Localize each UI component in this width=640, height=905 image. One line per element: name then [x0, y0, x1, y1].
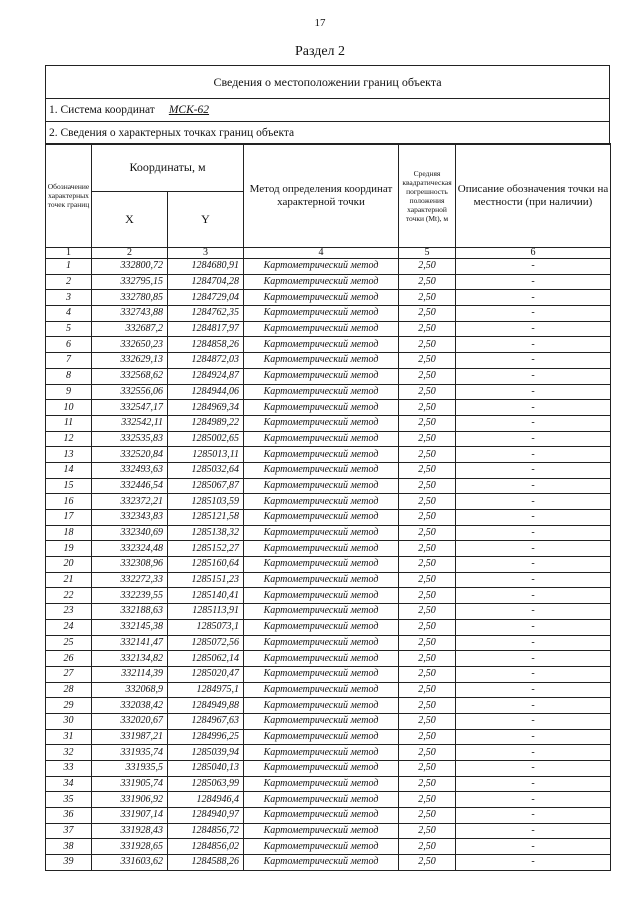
point-number: 29 [46, 698, 92, 714]
y-coordinate: 1284704,28 [168, 274, 244, 290]
description-cell: - [456, 478, 611, 494]
description-cell: - [456, 525, 611, 541]
method-cell: Картометрический метод [244, 604, 399, 620]
x-coordinate: 332535,83 [92, 431, 168, 447]
method-cell: Картометрический метод [244, 713, 399, 729]
y-coordinate: 1285140,41 [168, 588, 244, 604]
error-cell: 2,50 [399, 525, 456, 541]
y-coordinate: 1284762,35 [168, 306, 244, 322]
table-row [46, 274, 611, 290]
description-cell: - [456, 682, 611, 698]
point-number: 13 [46, 447, 92, 463]
y-coordinate: 1284924,87 [168, 368, 244, 384]
point-number: 37 [46, 823, 92, 839]
point-number: 2 [46, 274, 92, 290]
x-coordinate: 332324,48 [92, 541, 168, 557]
x-coordinate: 332520,84 [92, 447, 168, 463]
method-cell: Картометрический метод [244, 462, 399, 478]
table-row [46, 619, 611, 635]
point-number: 31 [46, 729, 92, 745]
table-row [46, 792, 611, 808]
point-number: 14 [46, 462, 92, 478]
description-cell: - [456, 651, 611, 667]
error-cell: 2,50 [399, 431, 456, 447]
error-cell: 2,50 [399, 588, 456, 604]
table-row [46, 557, 611, 573]
point-number: 11 [46, 415, 92, 431]
coordinate-system-row [46, 99, 609, 122]
description-cell: - [456, 572, 611, 588]
description-cell: - [456, 510, 611, 526]
column-number: 6 [456, 248, 611, 259]
table-row [46, 651, 611, 667]
x-coordinate: 331906,92 [92, 792, 168, 808]
point-number: 4 [46, 306, 92, 322]
description-cell: - [456, 761, 611, 777]
point-number: 10 [46, 400, 92, 416]
table-row [46, 368, 611, 384]
error-cell: 2,50 [399, 635, 456, 651]
error-cell: 2,50 [399, 651, 456, 667]
method-cell: Картометрический метод [244, 839, 399, 855]
table-row [46, 384, 611, 400]
description-cell: - [456, 494, 611, 510]
y-coordinate: 1285072,56 [168, 635, 244, 651]
section-title: Раздел 2 [294, 44, 346, 59]
error-cell: 2,50 [399, 745, 456, 761]
method-cell: Картометрический метод [244, 368, 399, 384]
method-cell: Картометрический метод [244, 431, 399, 447]
x-coordinate: 332780,85 [92, 290, 168, 306]
table-row [46, 415, 611, 431]
y-coordinate: 1285032,64 [168, 462, 244, 478]
x-coordinate: 331935,5 [92, 761, 168, 777]
method-cell: Картометрический метод [244, 572, 399, 588]
x-coordinate: 332650,23 [92, 337, 168, 353]
point-number: 25 [46, 635, 92, 651]
description-cell: - [456, 808, 611, 824]
table-row [46, 808, 611, 824]
x-header: X [92, 192, 168, 248]
y-coordinate: 1285138,32 [168, 525, 244, 541]
description-cell: - [456, 855, 611, 871]
column-number: 4 [244, 248, 399, 259]
point-number: 1 [46, 259, 92, 275]
description-cell: - [456, 792, 611, 808]
error-cell: 2,50 [399, 494, 456, 510]
description-cell: - [456, 353, 611, 369]
x-coordinate: 332134,82 [92, 651, 168, 667]
description-cell: - [456, 368, 611, 384]
method-cell: Картометрический метод [244, 400, 399, 416]
table-row [46, 478, 611, 494]
error-cell: 2,50 [399, 510, 456, 526]
error-cell: 2,50 [399, 557, 456, 573]
method-cell: Картометрический метод [244, 855, 399, 871]
description-cell: - [456, 259, 611, 275]
x-coordinate: 332308,96 [92, 557, 168, 573]
x-coordinate: 332272,33 [92, 572, 168, 588]
points-table [45, 143, 611, 871]
column-number: 2 [92, 248, 168, 259]
error-cell: 2,50 [399, 604, 456, 620]
points-section-label: 2. Сведения о характерных точках границ объекта [46, 122, 609, 145]
error-cell: 2,50 [399, 259, 456, 275]
method-cell: Картометрический метод [244, 792, 399, 808]
error-cell: 2,50 [399, 839, 456, 855]
y-coordinate: 1284588,26 [168, 855, 244, 871]
description-cell: - [456, 713, 611, 729]
x-coordinate: 332800,72 [92, 259, 168, 275]
x-coordinate: 331935,74 [92, 745, 168, 761]
y-coordinate: 1285151,23 [168, 572, 244, 588]
y-coordinate: 1285113,91 [168, 604, 244, 620]
method-cell: Картометрический метод [244, 510, 399, 526]
method-cell: Картометрический метод [244, 651, 399, 667]
method-cell: Картометрический метод [244, 761, 399, 777]
table-row [46, 713, 611, 729]
point-number: 26 [46, 651, 92, 667]
table-row [46, 353, 611, 369]
point-number: 18 [46, 525, 92, 541]
error-cell: 2,50 [399, 855, 456, 871]
point-number: 22 [46, 588, 92, 604]
method-header: Метод определения координат характерной точки [244, 144, 399, 248]
y-coordinate: 1284946,4 [168, 792, 244, 808]
table-row [46, 525, 611, 541]
point-number: 30 [46, 713, 92, 729]
point-number: 8 [46, 368, 92, 384]
description-cell: - [456, 745, 611, 761]
table-row [46, 604, 611, 620]
x-coordinate: 331905,74 [92, 776, 168, 792]
table-row [46, 776, 611, 792]
table-row [46, 635, 611, 651]
method-cell: Картометрический метод [244, 447, 399, 463]
method-cell: Картометрический метод [244, 306, 399, 322]
method-cell: Картометрический метод [244, 274, 399, 290]
error-cell: 2,50 [399, 541, 456, 557]
method-cell: Картометрический метод [244, 776, 399, 792]
x-coordinate: 331603,62 [92, 855, 168, 871]
point-number: 6 [46, 337, 92, 353]
table-row [46, 729, 611, 745]
column-numbers-row [46, 248, 611, 259]
y-coordinate: 1285160,64 [168, 557, 244, 573]
table-row [46, 510, 611, 526]
y-coordinate: 1284856,02 [168, 839, 244, 855]
table-row [46, 400, 611, 416]
x-coordinate: 332343,83 [92, 510, 168, 526]
description-cell: - [456, 337, 611, 353]
method-cell: Картометрический метод [244, 666, 399, 682]
description-cell: - [456, 321, 611, 337]
error-cell: 2,50 [399, 792, 456, 808]
y-coordinate: 1285121,58 [168, 510, 244, 526]
error-cell: 2,50 [399, 415, 456, 431]
table-row [46, 682, 611, 698]
description-cell: - [456, 635, 611, 651]
x-coordinate: 332038,42 [92, 698, 168, 714]
x-coordinate: 332141,47 [92, 635, 168, 651]
error-cell: 2,50 [399, 666, 456, 682]
coordinate-system-label: 1. Система координат [49, 104, 155, 116]
point-number: 35 [46, 792, 92, 808]
description-cell: - [456, 447, 611, 463]
description-cell: - [456, 619, 611, 635]
table-row [46, 698, 611, 714]
table-row [46, 572, 611, 588]
x-coordinate: 332372,21 [92, 494, 168, 510]
y-coordinate: 1284996,25 [168, 729, 244, 745]
y-coordinate: 1285073,1 [168, 619, 244, 635]
x-coordinate: 332145,38 [92, 619, 168, 635]
error-cell: 2,50 [399, 321, 456, 337]
point-number: 38 [46, 839, 92, 855]
table-row [46, 839, 611, 855]
x-coordinate: 332743,88 [92, 306, 168, 322]
coordinate-system-value: МСК-62 [168, 104, 210, 116]
y-coordinate: 1284872,03 [168, 353, 244, 369]
method-cell: Картометрический метод [244, 541, 399, 557]
point-number: 34 [46, 776, 92, 792]
description-cell: - [456, 431, 611, 447]
x-coordinate: 331928,65 [92, 839, 168, 855]
description-cell: - [456, 541, 611, 557]
x-coordinate: 332547,17 [92, 400, 168, 416]
method-cell: Картометрический метод [244, 415, 399, 431]
x-coordinate: 332188,63 [92, 604, 168, 620]
coordinates-header: Координаты, м [92, 144, 244, 192]
error-cell: 2,50 [399, 572, 456, 588]
page-number: 17 [314, 17, 326, 29]
x-coordinate: 332340,69 [92, 525, 168, 541]
error-cell: 2,50 [399, 384, 456, 400]
x-coordinate: 332239,55 [92, 588, 168, 604]
description-cell: - [456, 604, 611, 620]
y-coordinate: 1284967,63 [168, 713, 244, 729]
method-cell: Картометрический метод [244, 698, 399, 714]
point-number: 33 [46, 761, 92, 777]
table-row [46, 855, 611, 871]
document-header-box [45, 65, 610, 145]
error-cell: 2,50 [399, 761, 456, 777]
point-number: 32 [46, 745, 92, 761]
description-cell: - [456, 729, 611, 745]
method-cell: Картометрический метод [244, 290, 399, 306]
description-cell: - [456, 400, 611, 416]
point-number: 12 [46, 431, 92, 447]
y-coordinate: 1284975,1 [168, 682, 244, 698]
description-cell: - [456, 666, 611, 682]
error-cell: 2,50 [399, 290, 456, 306]
description-cell: - [456, 306, 611, 322]
description-cell: - [456, 290, 611, 306]
column-number: 5 [399, 248, 456, 259]
y-coordinate: 1285013,11 [168, 447, 244, 463]
point-number: 7 [46, 353, 92, 369]
x-coordinate: 331987,21 [92, 729, 168, 745]
x-coordinate: 331907,14 [92, 808, 168, 824]
point-number: 19 [46, 541, 92, 557]
x-coordinate: 332493,63 [92, 462, 168, 478]
point-number: 27 [46, 666, 92, 682]
description-cell: - [456, 776, 611, 792]
error-cell: 2,50 [399, 776, 456, 792]
error-cell: 2,50 [399, 462, 456, 478]
table-row [46, 462, 611, 478]
y-coordinate: 1284858,26 [168, 337, 244, 353]
error-cell: 2,50 [399, 619, 456, 635]
method-cell: Картометрический метод [244, 588, 399, 604]
error-cell: 2,50 [399, 682, 456, 698]
description-cell: - [456, 462, 611, 478]
x-coordinate: 332020,67 [92, 713, 168, 729]
point-number: 28 [46, 682, 92, 698]
description-cell: - [456, 588, 611, 604]
method-cell: Картометрический метод [244, 745, 399, 761]
error-cell: 2,50 [399, 306, 456, 322]
point-number: 15 [46, 478, 92, 494]
error-cell: 2,50 [399, 274, 456, 290]
column-number: 3 [168, 248, 244, 259]
method-cell: Картометрический метод [244, 494, 399, 510]
point-number: 39 [46, 855, 92, 871]
x-coordinate: 332687,2 [92, 321, 168, 337]
point-number: 36 [46, 808, 92, 824]
error-cell: 2,50 [399, 337, 456, 353]
y-coordinate: 1284944,06 [168, 384, 244, 400]
method-cell: Картометрический метод [244, 321, 399, 337]
method-cell: Картометрический метод [244, 337, 399, 353]
x-coordinate: 332542,11 [92, 415, 168, 431]
x-coordinate: 332795,15 [92, 274, 168, 290]
method-cell: Картометрический метод [244, 353, 399, 369]
y-coordinate: 1284949,88 [168, 698, 244, 714]
method-cell: Картометрический метод [244, 619, 399, 635]
method-cell: Картометрический метод [244, 259, 399, 275]
y-header: Y [168, 192, 244, 248]
x-coordinate: 332556,06 [92, 384, 168, 400]
x-coordinate: 331928,43 [92, 823, 168, 839]
y-coordinate: 1284969,34 [168, 400, 244, 416]
method-cell: Картометрический метод [244, 525, 399, 541]
table-row [46, 666, 611, 682]
method-cell: Картометрический метод [244, 729, 399, 745]
method-cell: Картометрический метод [244, 635, 399, 651]
object-boundaries-title: Сведения о местоположении границ объекта [46, 66, 609, 99]
y-coordinate: 1284856,72 [168, 823, 244, 839]
description-cell: - [456, 274, 611, 290]
table-row [46, 337, 611, 353]
x-coordinate: 332629,13 [92, 353, 168, 369]
point-designation-header: Обозначение характерных точек границ [46, 144, 92, 248]
x-coordinate: 332114,39 [92, 666, 168, 682]
error-cell: 2,50 [399, 698, 456, 714]
y-coordinate: 1285020,47 [168, 666, 244, 682]
y-coordinate: 1285039,94 [168, 745, 244, 761]
method-cell: Картометрический метод [244, 823, 399, 839]
table-row [46, 306, 611, 322]
description-cell: - [456, 415, 611, 431]
method-cell: Картометрический метод [244, 384, 399, 400]
point-number: 17 [46, 510, 92, 526]
error-header: Средняя квадратическая погрешность положения характерной точки (Mt), м [399, 144, 456, 248]
error-cell: 2,50 [399, 713, 456, 729]
y-coordinate: 1285152,27 [168, 541, 244, 557]
table-row [46, 321, 611, 337]
x-coordinate: 332068,9 [92, 682, 168, 698]
error-cell: 2,50 [399, 368, 456, 384]
description-cell: - [456, 557, 611, 573]
table-row [46, 494, 611, 510]
point-number: 20 [46, 557, 92, 573]
description-cell: - [456, 384, 611, 400]
y-coordinate: 1285040,13 [168, 761, 244, 777]
point-number: 16 [46, 494, 92, 510]
y-coordinate: 1285062,14 [168, 651, 244, 667]
y-coordinate: 1285103,59 [168, 494, 244, 510]
x-coordinate: 332446,54 [92, 478, 168, 494]
y-coordinate: 1284729,04 [168, 290, 244, 306]
error-cell: 2,50 [399, 478, 456, 494]
error-cell: 2,50 [399, 823, 456, 839]
description-cell: - [456, 698, 611, 714]
error-cell: 2,50 [399, 808, 456, 824]
table-row [46, 745, 611, 761]
error-cell: 2,50 [399, 353, 456, 369]
y-coordinate: 1285067,87 [168, 478, 244, 494]
point-number: 9 [46, 384, 92, 400]
y-coordinate: 1285063,99 [168, 776, 244, 792]
error-cell: 2,50 [399, 447, 456, 463]
point-number: 23 [46, 604, 92, 620]
table-row [46, 541, 611, 557]
table-row [46, 290, 611, 306]
description-cell: - [456, 839, 611, 855]
description-cell: - [456, 823, 611, 839]
method-cell: Картометрический метод [244, 682, 399, 698]
table-row [46, 259, 611, 275]
method-cell: Картометрический метод [244, 478, 399, 494]
description-header: Описание обозначения точки на местности (при наличии) [456, 144, 611, 248]
y-coordinate: 1284940,97 [168, 808, 244, 824]
y-coordinate: 1284680,91 [168, 259, 244, 275]
table-row [46, 431, 611, 447]
point-number: 24 [46, 619, 92, 635]
point-number: 3 [46, 290, 92, 306]
point-number: 21 [46, 572, 92, 588]
table-row [46, 447, 611, 463]
y-coordinate: 1285002,65 [168, 431, 244, 447]
column-number: 1 [46, 248, 92, 259]
y-coordinate: 1284817,97 [168, 321, 244, 337]
table-row [46, 588, 611, 604]
error-cell: 2,50 [399, 400, 456, 416]
method-cell: Картометрический метод [244, 557, 399, 573]
table-row [46, 761, 611, 777]
point-number: 5 [46, 321, 92, 337]
y-coordinate: 1284989,22 [168, 415, 244, 431]
x-coordinate: 332568,62 [92, 368, 168, 384]
error-cell: 2,50 [399, 729, 456, 745]
method-cell: Картометрический метод [244, 808, 399, 824]
table-row [46, 823, 611, 839]
